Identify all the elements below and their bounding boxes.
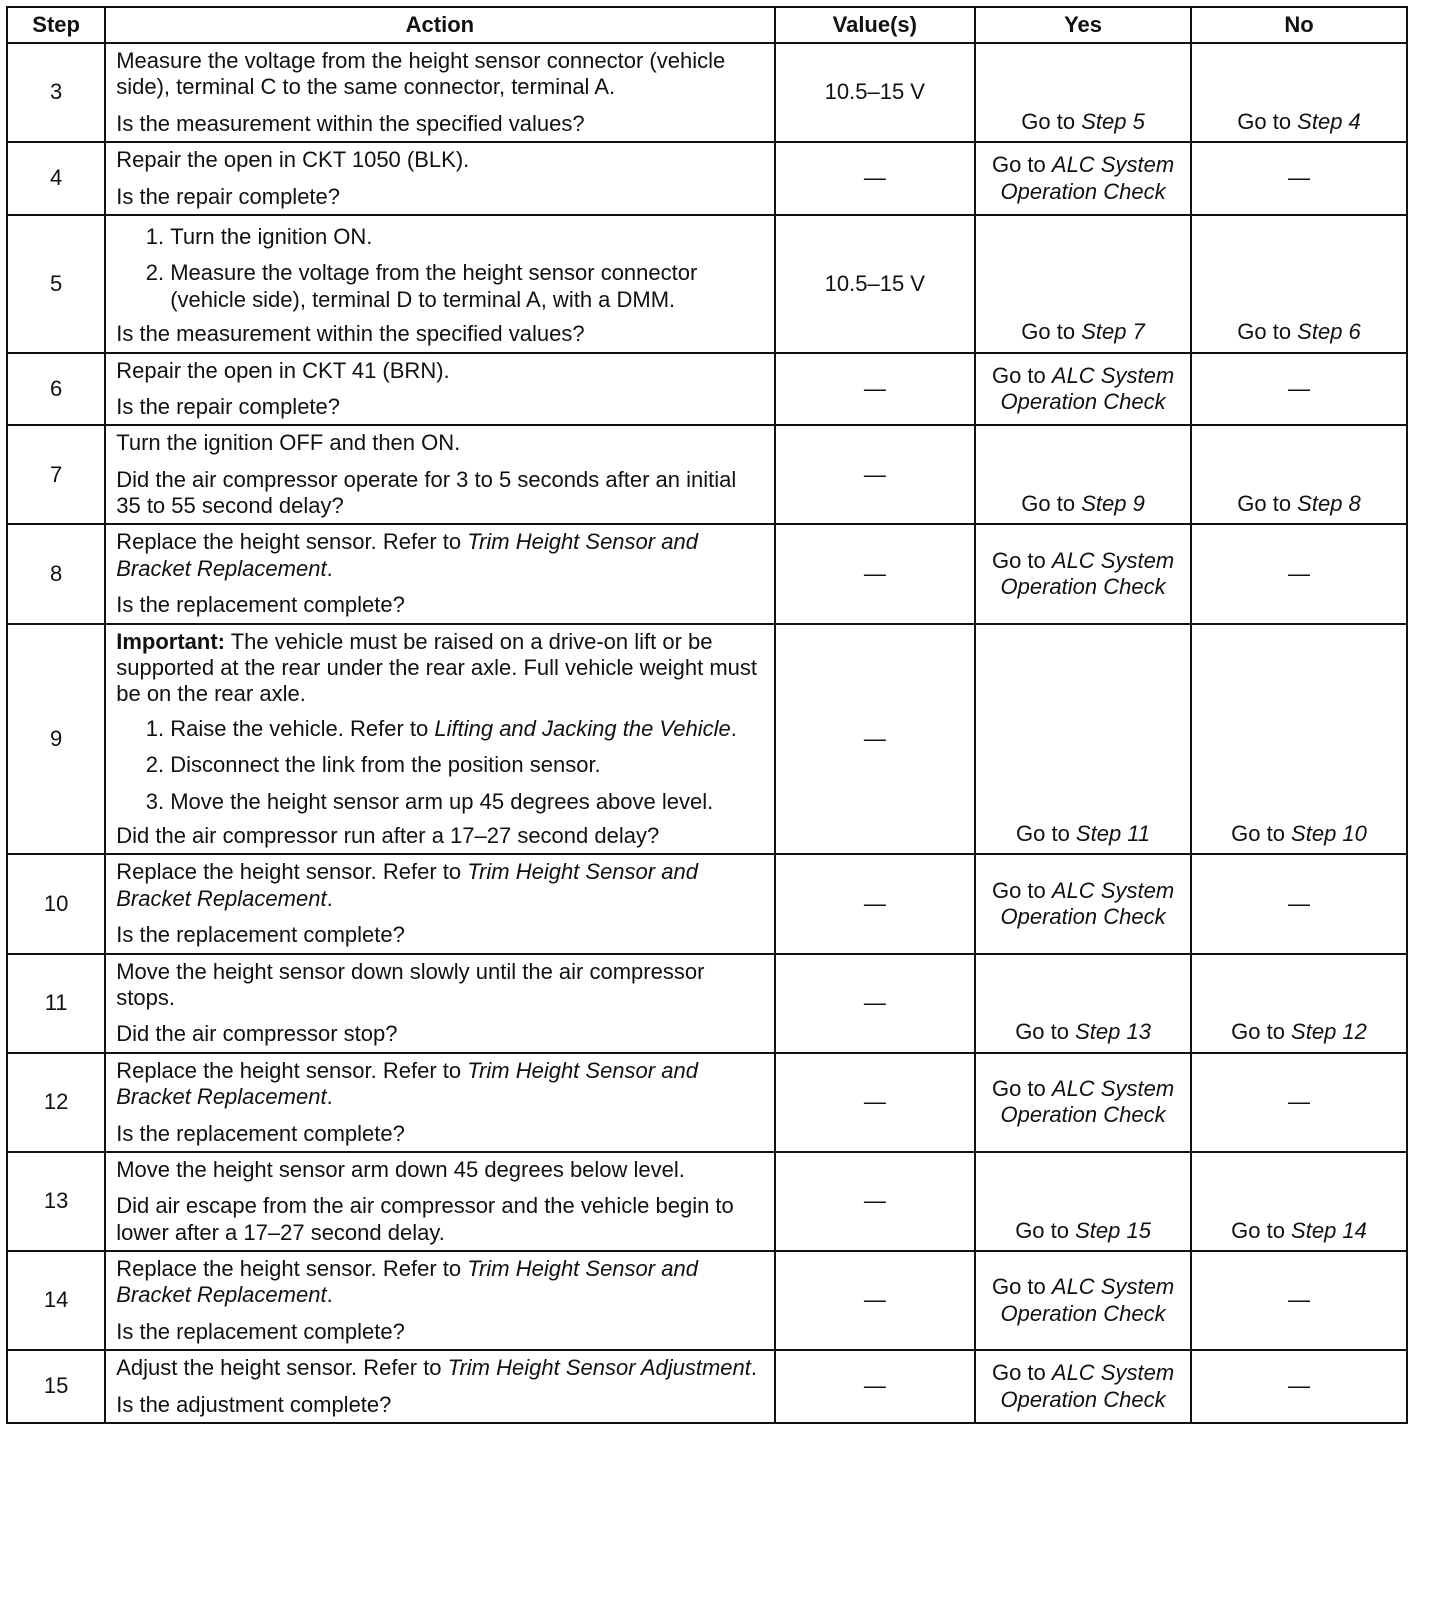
step-number: 15 — [7, 1350, 105, 1423]
table-body — [7, 43, 1407, 1423]
reference-text: ALC System Operation Check — [1000, 547, 1175, 600]
step-number: 9 — [7, 624, 105, 855]
text-run: Go to — [1231, 1217, 1292, 1243]
action-cell — [105, 624, 774, 855]
action-steps-list — [116, 716, 763, 815]
header-no: No — [1191, 7, 1407, 43]
no-cell — [1191, 624, 1407, 855]
action-cell — [105, 215, 774, 353]
no-cell — [1191, 1251, 1407, 1350]
reference-text: Step 6 — [1297, 319, 1361, 345]
action-cell — [105, 142, 774, 215]
action-cell — [105, 1053, 774, 1152]
text-run: Is the measurement within the specified values? — [116, 110, 585, 136]
reference-text: Trim Height Sensor Adjustment — [447, 1355, 751, 1381]
no-cell — [1191, 425, 1407, 524]
text-run: Turn the ignition OFF and then ON. — [116, 430, 461, 456]
header-row — [7, 7, 1407, 43]
yes-cell — [975, 1251, 1191, 1350]
step-number: 6 — [7, 353, 105, 426]
step-number: 12 — [7, 1053, 105, 1152]
action-paragraph — [116, 1121, 763, 1147]
step-number: 3 — [7, 43, 105, 142]
text-run: Is the replacement complete? — [116, 1120, 405, 1146]
action-step-item — [170, 260, 763, 313]
no-cell — [1191, 1350, 1407, 1423]
action-paragraph — [116, 859, 763, 912]
action-cell — [105, 1251, 774, 1350]
reference-text: Step 13 — [1075, 1019, 1151, 1045]
text-run: . — [750, 1355, 758, 1381]
text-run: Raise the vehicle. Refer to — [170, 715, 435, 741]
text-run: Go to — [1016, 820, 1076, 846]
table-row — [7, 524, 1407, 623]
reference-text: ALC System Operation Check — [1000, 1274, 1175, 1326]
action-step-item — [170, 789, 763, 815]
text-run: Disconnect the link from the position sensor. — [170, 752, 601, 778]
text-run: Did the air compressor run after a 17–27 second delay? — [116, 822, 660, 848]
table-row — [7, 1251, 1407, 1350]
no-cell — [1191, 954, 1407, 1053]
action-paragraph — [116, 1021, 763, 1047]
text-run: Is the replacement complete? — [116, 592, 405, 618]
value-cell: 10.5–15 V — [775, 43, 976, 142]
text-run: Move the height sensor arm up 45 degrees above level. — [170, 788, 714, 814]
reference-text: ALC System Operation Check — [1000, 152, 1175, 204]
table-row — [7, 1152, 1407, 1251]
reference-text: ALC System Operation Check — [1000, 877, 1175, 929]
action-paragraph — [116, 629, 763, 708]
table-row — [7, 1053, 1407, 1152]
text-run: Is the replacement complete? — [116, 922, 405, 948]
action-cell — [105, 425, 774, 524]
reference-text: Step 8 — [1297, 491, 1361, 517]
step-number: 10 — [7, 854, 105, 953]
header-values: Value(s) — [775, 7, 976, 43]
text-run: Move the height sensor down slowly until the air compressor stops. — [116, 958, 705, 1010]
action-cell — [105, 1152, 774, 1251]
no-cell — [1191, 142, 1407, 215]
action-paragraph — [116, 321, 763, 347]
yes-cell — [975, 524, 1191, 623]
yes-cell — [975, 1053, 1191, 1152]
value-cell: — — [775, 1350, 976, 1423]
text-run: Did the air compressor operate for 3 to 5 seconds after an initial 35 to 55 second delay? — [116, 466, 737, 519]
text-run: Go to — [991, 1274, 1052, 1300]
action-paragraph — [116, 1193, 763, 1246]
reference-text: Step 14 — [1291, 1217, 1367, 1243]
step-number: 4 — [7, 142, 105, 215]
text-run: — — [1288, 560, 1311, 586]
text-run: The vehicle must be raised on a drive-on lift or be supported at the rear under the rear axle. Full vehicle weight must be on the rear axle. — [116, 628, 758, 707]
table-row — [7, 215, 1407, 353]
action-steps-list — [116, 224, 763, 313]
step-number: 5 — [7, 215, 105, 353]
action-cell — [105, 1350, 774, 1423]
table-row — [7, 425, 1407, 524]
text-run: — — [1288, 1287, 1311, 1313]
table-row — [7, 353, 1407, 426]
value-cell: — — [775, 353, 976, 426]
reference-text: Step 15 — [1075, 1217, 1151, 1243]
text-run: Go to — [991, 547, 1052, 573]
table-row — [7, 954, 1407, 1053]
reference-text: ALC System Operation Check — [1000, 1075, 1175, 1128]
text-run: — — [1288, 1373, 1311, 1399]
action-cell — [105, 353, 774, 426]
action-step-item — [170, 716, 763, 742]
reference-text: Step 5 — [1081, 108, 1145, 134]
no-cell — [1191, 1053, 1407, 1152]
reference-text: Lifting and Jacking the Vehicle — [434, 715, 731, 741]
no-cell — [1191, 1152, 1407, 1251]
header-action: Action — [105, 7, 774, 43]
action-paragraph — [116, 1058, 763, 1111]
action-paragraph — [116, 467, 763, 520]
text-run: Turn the ignition ON. — [170, 223, 373, 249]
yes-cell — [975, 425, 1191, 524]
yes-cell — [975, 954, 1191, 1053]
text-run: Measure the voltage from the height sensor connector (vehicle side), terminal D to terminal A, with a DMM. — [170, 260, 698, 312]
text-run: Replace the height sensor. Refer to — [116, 1256, 468, 1282]
no-cell — [1191, 43, 1407, 142]
text-run: Adjust the height sensor. Refer to — [116, 1355, 448, 1381]
step-number: 14 — [7, 1251, 105, 1350]
action-paragraph — [116, 529, 763, 582]
text-run: Go to — [1021, 108, 1082, 134]
text-run: — — [1288, 1089, 1311, 1115]
value-cell: — — [775, 624, 976, 855]
reference-text: Trim Height Sensor and Bracket Replacement — [116, 859, 698, 911]
reference-text: Trim Height Sensor and Bracket Replacement — [116, 1256, 698, 1308]
table-row — [7, 854, 1407, 953]
yes-cell — [975, 43, 1191, 142]
text-run: Go to — [991, 152, 1052, 178]
text-run: Is the measurement within the specified values? — [116, 321, 585, 347]
table-row — [7, 142, 1407, 215]
text-run: Go to — [1237, 108, 1298, 134]
action-paragraph — [116, 922, 763, 948]
bold-text: Important: — [116, 628, 225, 654]
header-step: Step — [7, 7, 105, 43]
value-cell: — — [775, 524, 976, 623]
reference-text: ALC System Operation Check — [1000, 1360, 1175, 1412]
text-run: Is the repair complete? — [116, 183, 341, 209]
text-run: — — [1288, 375, 1311, 401]
text-run: — — [1288, 890, 1311, 916]
text-run: Go to — [1231, 820, 1292, 846]
yes-cell — [975, 1350, 1191, 1423]
reference-text: Step 11 — [1075, 820, 1151, 846]
action-step-item — [170, 752, 763, 778]
text-run: Go to — [1021, 491, 1082, 517]
text-run: Go to — [1021, 319, 1082, 345]
action-paragraph — [116, 184, 763, 210]
action-step-item — [170, 224, 763, 250]
yes-cell — [975, 854, 1191, 953]
action-cell — [105, 954, 774, 1053]
no-cell — [1191, 854, 1407, 953]
reference-text: Trim Height Sensor and Bracket Replacement — [116, 529, 698, 581]
text-run: . — [326, 1282, 333, 1308]
reference-text: Step 10 — [1291, 820, 1367, 846]
text-run: Is the repair complete? — [116, 393, 341, 419]
text-run: Move the height sensor arm down 45 degrees below level. — [116, 1156, 685, 1182]
text-run: Repair the open in CKT 1050 (BLK). — [116, 147, 470, 173]
action-paragraph — [116, 48, 763, 101]
reference-text: Step 4 — [1297, 108, 1361, 134]
step-number: 13 — [7, 1152, 105, 1251]
action-paragraph — [116, 823, 763, 849]
text-run: . — [326, 555, 333, 581]
text-run: Measure the voltage from the height sensor connector (vehicle side), terminal C to the same connector, terminal A. — [116, 48, 726, 100]
yes-cell — [975, 142, 1191, 215]
value-cell: — — [775, 854, 976, 953]
yes-cell — [975, 215, 1191, 353]
action-cell — [105, 43, 774, 142]
action-paragraph — [116, 1355, 763, 1381]
value-cell: 10.5–15 V — [775, 215, 976, 353]
action-paragraph — [116, 394, 763, 420]
reference-text: Step 12 — [1291, 1019, 1367, 1045]
value-cell: — — [775, 142, 976, 215]
action-paragraph — [116, 430, 763, 456]
action-paragraph — [116, 1319, 763, 1345]
action-paragraph — [116, 959, 763, 1012]
text-run: . — [326, 885, 333, 911]
action-cell — [105, 854, 774, 953]
action-paragraph — [116, 592, 763, 618]
table-row — [7, 1350, 1407, 1423]
action-paragraph — [116, 358, 763, 384]
text-run: Repair the open in CKT 41 (BRN). — [116, 357, 450, 383]
text-run: Did air escape from the air compressor and the vehicle begin to lower after a 17–27 second delay. — [116, 1193, 734, 1245]
text-run: Replace the height sensor. Refer to — [116, 1057, 468, 1083]
action-paragraph — [116, 111, 763, 137]
text-run: . — [730, 715, 737, 741]
table-row — [7, 624, 1407, 855]
text-run: Go to — [991, 1360, 1052, 1386]
step-number: 7 — [7, 425, 105, 524]
reference-text: Step 7 — [1081, 319, 1145, 345]
text-run: Replace the height sensor. Refer to — [116, 529, 468, 555]
action-paragraph — [116, 1392, 763, 1418]
yes-cell — [975, 353, 1191, 426]
reference-text: Step 9 — [1081, 491, 1145, 517]
text-run: Go to — [991, 362, 1052, 388]
text-run: Go to — [1237, 491, 1298, 517]
action-cell — [105, 524, 774, 623]
text-run: Go to — [1237, 319, 1298, 345]
step-number: 11 — [7, 954, 105, 1053]
table-row — [7, 43, 1407, 142]
yes-cell — [975, 1152, 1191, 1251]
reference-text: ALC System Operation Check — [1000, 362, 1175, 414]
header-yes: Yes — [975, 7, 1191, 43]
text-run: Replace the height sensor. Refer to — [116, 859, 468, 885]
action-paragraph — [116, 1256, 763, 1309]
text-run: Go to — [1231, 1019, 1292, 1045]
text-run: Is the replacement complete? — [116, 1318, 405, 1344]
no-cell — [1191, 353, 1407, 426]
diagnostic-table — [6, 6, 1408, 1424]
action-paragraph — [116, 147, 763, 173]
text-run: Go to — [1015, 1217, 1076, 1243]
text-run: Is the adjustment complete? — [116, 1391, 392, 1417]
text-run: Go to — [1015, 1019, 1076, 1045]
value-cell: — — [775, 954, 976, 1053]
action-paragraph — [116, 1157, 763, 1183]
text-run: Go to — [991, 1075, 1052, 1101]
reference-text: Trim Height Sensor and Bracket Replacement — [116, 1057, 698, 1110]
value-cell: — — [775, 425, 976, 524]
text-run: — — [1288, 165, 1311, 191]
text-run: Go to — [991, 877, 1052, 903]
no-cell — [1191, 524, 1407, 623]
step-number: 8 — [7, 524, 105, 623]
yes-cell — [975, 624, 1191, 855]
text-run: . — [326, 1084, 333, 1110]
value-cell: — — [775, 1152, 976, 1251]
text-run: Did the air compressor stop? — [116, 1021, 398, 1047]
value-cell: — — [775, 1053, 976, 1152]
value-cell: — — [775, 1251, 976, 1350]
no-cell — [1191, 215, 1407, 353]
